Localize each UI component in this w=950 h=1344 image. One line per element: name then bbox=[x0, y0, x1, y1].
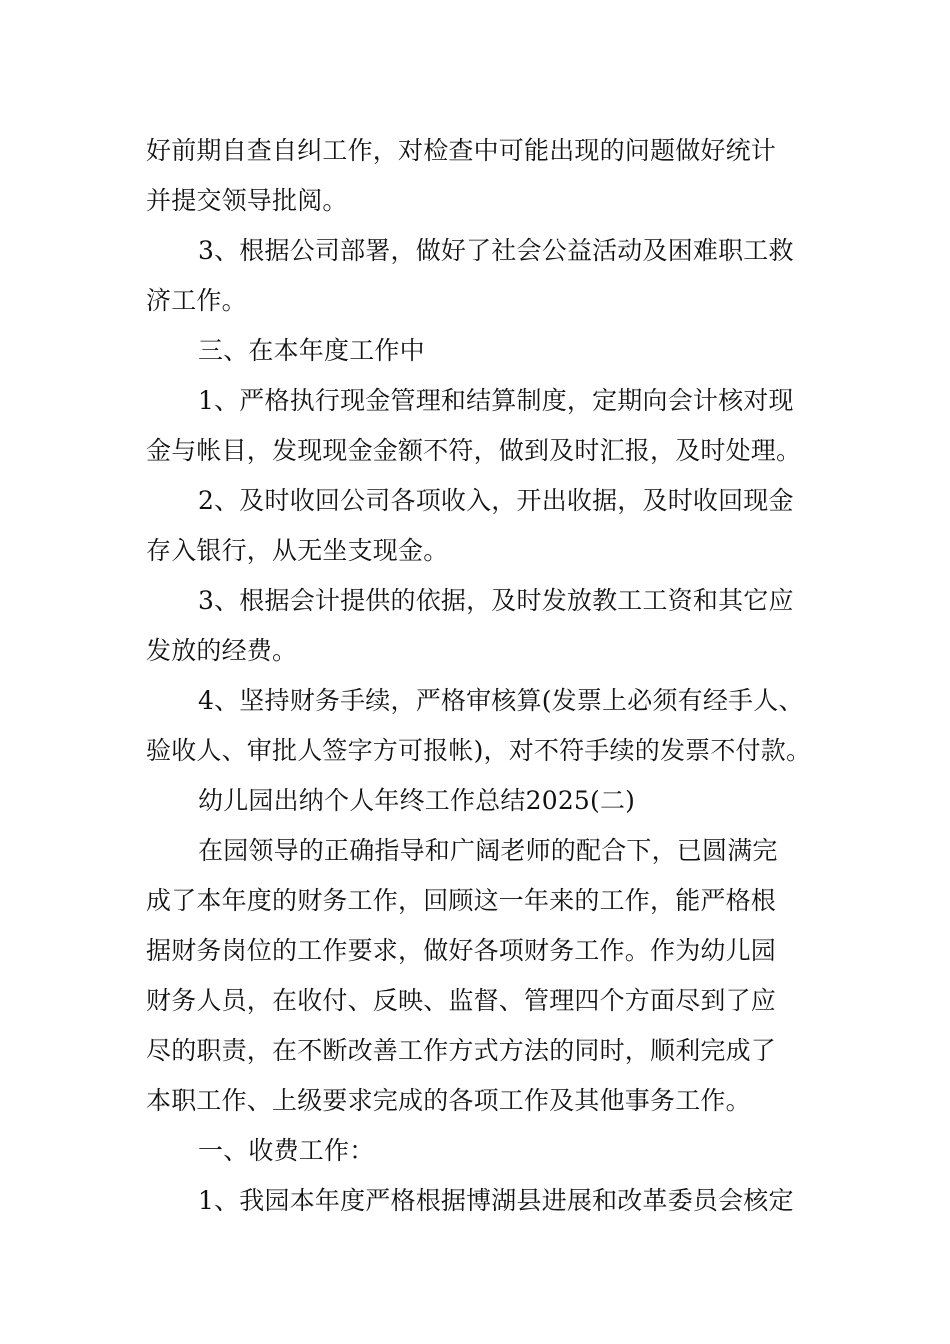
text-line: 3、根据会计提供的依据，及时发放教工工资和其它应 bbox=[198, 586, 794, 615]
text-line: 存入银行，从无坐支现金。 bbox=[146, 536, 449, 565]
text-line: 3、根据公司部署，做好了社会公益活动及困难职工救 bbox=[198, 236, 794, 265]
text-line: 财务人员，在收付、反映、监督、管理四个方面尽到了应 bbox=[146, 986, 777, 1015]
text-line: 1、我园本年度严格根据博湖县进展和改革委员会核定 bbox=[198, 1186, 794, 1215]
text-line: 好前期自查自纠工作，对检查中可能出现的问题做好统计 bbox=[146, 136, 777, 165]
text-line: 金与帐目，发现现金金额不符，做到及时汇报，及时处理。 bbox=[146, 436, 802, 465]
section-title: 幼儿园出纳个人年终工作总结2025(二) bbox=[198, 786, 636, 815]
text-line: 济工作。 bbox=[146, 286, 247, 315]
text-line: 4、坚持财务手续，严格审核算(发票上必须有经手人、 bbox=[198, 686, 804, 715]
text-line: 2、及时收回公司各项收入，开出收据，及时收回现金 bbox=[198, 486, 794, 515]
text-line: 成了本年度的财务工作，回顾这一年来的工作，能严格根 bbox=[146, 886, 777, 915]
text-line: 1、严格执行现金管理和结算制度，定期向会计核对现 bbox=[198, 386, 794, 415]
text-line: 尽的职责，在不断改善工作方式方法的同时，顺利完成了 bbox=[146, 1036, 777, 1065]
text-line: 在园领导的正确指导和广阔老师的配合下，已圆满完 bbox=[198, 836, 778, 865]
section-heading: 三、在本年度工作中 bbox=[198, 336, 425, 365]
section-heading: 一、收费工作： bbox=[198, 1136, 375, 1165]
document-body bbox=[146, 126, 826, 1226]
text-line: 并提交领导批阅。 bbox=[146, 186, 348, 215]
text-line: 验收人、审批人签字方可报帐)，对不符手续的发票不付款。 bbox=[146, 736, 812, 765]
text-line: 发放的经费。 bbox=[146, 636, 298, 665]
text-line: 据财务岗位的工作要求，做好各项财务工作。作为幼儿园 bbox=[146, 936, 777, 965]
text-line: 本职工作、上级要求完成的各项工作及其他事务工作。 bbox=[146, 1086, 751, 1115]
